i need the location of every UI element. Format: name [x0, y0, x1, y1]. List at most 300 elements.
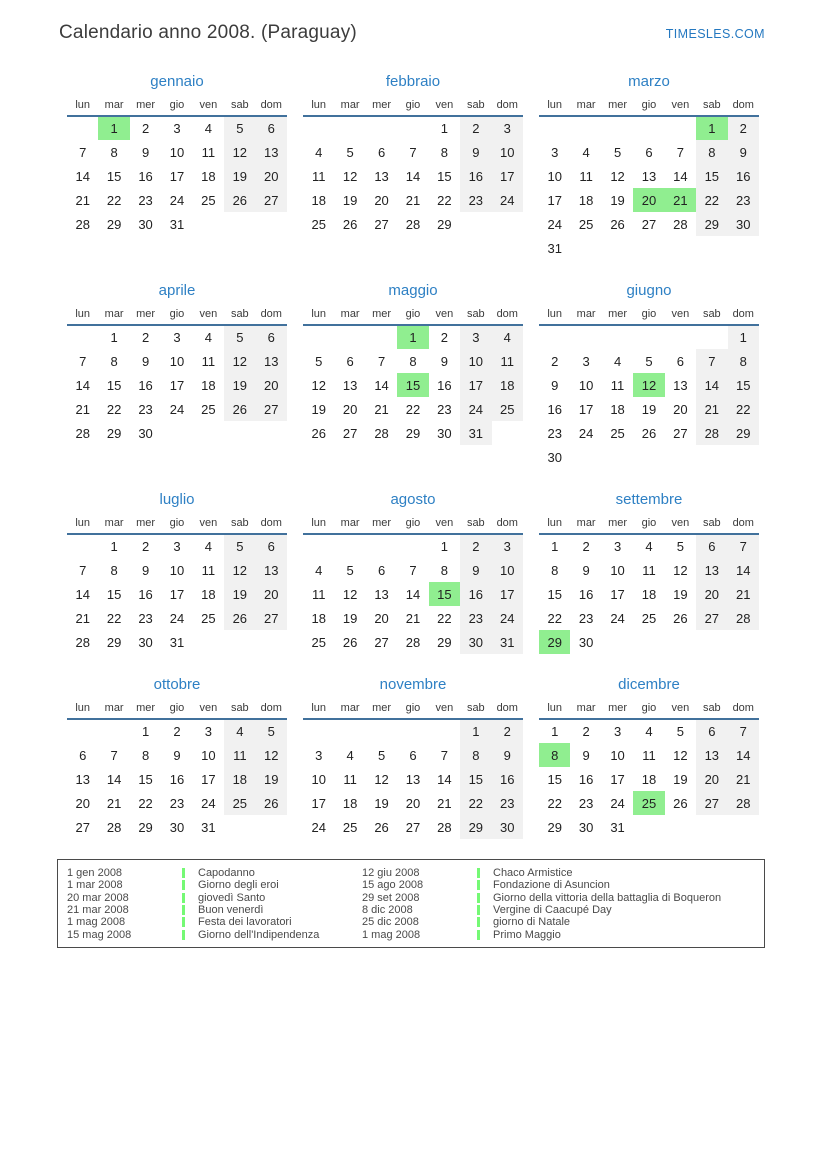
date-cell: 31	[169, 216, 185, 232]
calendar-table	[303, 699, 523, 839]
date-cell: 4	[315, 562, 323, 578]
date-cell: 1	[98, 116, 129, 140]
legend-holiday-name: Fondazione di Asuncion	[493, 879, 610, 892]
date-cell: 30	[578, 819, 594, 835]
date-cell: 8	[141, 747, 150, 763]
date-cell: 10	[547, 168, 562, 184]
date-cell: 23	[138, 192, 153, 208]
date-cell: 6	[409, 747, 417, 763]
date-cell	[633, 325, 664, 349]
weekday-label: lun	[539, 514, 570, 534]
month-title: febbraio	[385, 73, 441, 90]
date-cell: 21	[437, 795, 452, 811]
date-cell: 1	[728, 325, 759, 349]
date-cell: 9	[141, 353, 150, 369]
date-cell: 28	[374, 425, 389, 441]
date-cell: 10	[169, 353, 185, 369]
date-cell: 12	[224, 349, 255, 373]
date-cell: 1	[110, 539, 118, 554]
date-cell: 10	[610, 562, 625, 578]
weekday-label: mer	[130, 96, 161, 116]
date-cell: 21	[696, 397, 727, 421]
weekday-label: mar	[334, 96, 365, 116]
date-cell: 10	[169, 562, 185, 578]
month-block	[303, 282, 523, 469]
date-cell: 27	[342, 425, 358, 441]
week-row	[67, 212, 287, 236]
date-cell: 13	[673, 377, 688, 393]
weekday-label: mer	[366, 514, 397, 534]
date-cell: 3	[613, 539, 622, 554]
date-cell: 9	[582, 747, 590, 763]
month-title: agosto	[390, 491, 436, 508]
date-cell	[570, 445, 601, 469]
date-cell: 20	[405, 795, 421, 811]
month-block	[67, 676, 287, 839]
weekday-label: dom	[256, 514, 287, 534]
date-cell: 14	[437, 771, 452, 787]
date-cell: 18	[578, 192, 594, 208]
date-cell: 25	[633, 791, 664, 815]
date-cell: 27	[374, 634, 389, 650]
date-cell: 5	[613, 144, 622, 160]
date-cell: 14	[106, 771, 122, 787]
page-title: Calendario anno 2008. (Paraguay)	[59, 22, 357, 43]
date-cell: 22	[547, 795, 562, 811]
date-cell: 22	[696, 188, 727, 212]
date-cell: 13	[75, 771, 90, 787]
date-cell	[67, 325, 98, 349]
date-cell: 16	[460, 164, 491, 188]
legend-holiday-name: Primo Maggio	[493, 928, 561, 941]
weekday-label: mar	[570, 305, 601, 325]
date-cell: 2	[141, 121, 150, 136]
date-cell	[397, 116, 428, 140]
weekday-label: sab	[696, 305, 727, 325]
brand-link[interactable]: TIMESLES.COM	[665, 27, 765, 41]
legend-date: 21 mar 2008	[67, 904, 129, 917]
date-cell: 25	[610, 425, 625, 441]
week-row	[67, 606, 287, 630]
date-cell: 24	[547, 216, 562, 232]
date-cell: 30	[547, 449, 562, 465]
weekday-header-row	[67, 699, 287, 719]
date-cell	[397, 719, 428, 743]
date-cell: 5	[224, 534, 255, 558]
date-cell: 6	[79, 747, 87, 763]
date-cell: 27	[696, 791, 727, 815]
date-cell: 2	[141, 539, 150, 554]
date-cell: 29	[547, 819, 562, 835]
date-cell	[366, 325, 397, 349]
calendar-table	[303, 96, 523, 236]
date-cell: 5	[645, 353, 653, 369]
week-row	[539, 630, 759, 654]
date-cell: 1	[460, 719, 491, 743]
date-cell: 13	[342, 377, 358, 393]
date-cell: 3	[551, 144, 559, 160]
week-row	[303, 606, 523, 630]
week-row	[539, 815, 759, 839]
date-cell: 29	[106, 634, 122, 650]
date-cell: 10	[201, 747, 216, 763]
date-cell: 12	[342, 168, 358, 184]
date-cell: 30	[460, 630, 491, 654]
page-header	[59, 22, 765, 44]
date-cell: 25	[578, 216, 594, 232]
date-cell	[728, 815, 759, 839]
legend-date: 8 dic 2008	[362, 904, 413, 917]
date-cell: 24	[169, 610, 185, 626]
week-row	[303, 719, 523, 743]
date-cell: 28	[405, 216, 421, 232]
date-cell: 5	[256, 719, 287, 743]
weekday-label: mer	[602, 699, 633, 719]
date-cell: 27	[673, 425, 688, 441]
date-cell: 29	[728, 421, 759, 445]
date-cell: 17	[492, 164, 523, 188]
weekday-header-row	[303, 699, 523, 719]
date-cell: 18	[311, 192, 326, 208]
week-row	[67, 558, 287, 582]
date-cell: 24	[311, 819, 326, 835]
month-block	[67, 491, 287, 654]
date-cell: 29	[460, 815, 491, 839]
week-row	[303, 630, 523, 654]
date-cell: 30	[138, 216, 153, 232]
date-cell: 22	[460, 791, 491, 815]
date-cell: 29	[696, 212, 727, 236]
weekday-label: mar	[98, 96, 129, 116]
date-cell: 3	[173, 121, 181, 136]
date-cell: 2	[492, 719, 523, 743]
week-row	[303, 767, 523, 791]
date-cell: 10	[460, 349, 491, 373]
date-cell	[256, 212, 287, 236]
legend-column-right	[362, 867, 758, 941]
weekday-header-row	[539, 699, 759, 719]
weekday-header-row	[539, 96, 759, 116]
weekday-label: mer	[602, 305, 633, 325]
legend-entry	[362, 892, 758, 904]
weekday-label: gio	[397, 305, 428, 325]
date-cell	[256, 815, 287, 839]
weekday-label: gio	[633, 96, 664, 116]
date-cell	[602, 445, 633, 469]
date-cell: 14	[728, 743, 759, 767]
weekday-label: sab	[460, 699, 491, 719]
week-row	[539, 606, 759, 630]
week-row	[67, 791, 287, 815]
date-cell	[728, 445, 759, 469]
date-cell: 6	[377, 562, 386, 578]
date-cell: 10	[578, 377, 594, 393]
date-cell: 24	[201, 795, 216, 811]
holiday-marker-icon	[182, 893, 185, 903]
calendar-table	[539, 699, 759, 839]
weekday-label: sab	[460, 96, 491, 116]
date-cell	[397, 534, 428, 558]
weekday-header-row	[303, 514, 523, 534]
date-cell: 14	[405, 168, 421, 184]
holiday-legend	[57, 859, 765, 948]
month-title: dicembre	[618, 676, 680, 693]
date-cell: 4	[204, 330, 213, 345]
weekday-label: lun	[303, 514, 334, 534]
date-cell: 17	[169, 586, 185, 602]
date-cell: 23	[437, 401, 452, 417]
date-cell: 12	[256, 743, 287, 767]
week-row	[539, 164, 759, 188]
holiday-marker-icon	[182, 880, 185, 890]
date-cell: 9	[141, 562, 150, 578]
legend-date: 15 ago 2008	[362, 879, 424, 892]
date-cell: 23	[460, 606, 491, 630]
date-cell: 20	[256, 373, 287, 397]
holiday-marker-icon	[182, 905, 185, 915]
date-cell: 10	[492, 558, 523, 582]
week-row	[539, 719, 759, 743]
date-cell: 7	[79, 353, 87, 369]
date-cell	[696, 236, 727, 260]
date-cell: 9	[460, 558, 491, 582]
week-row	[539, 421, 759, 445]
weekday-label: ven	[665, 96, 696, 116]
date-cell: 16	[578, 771, 594, 787]
weekday-label: mer	[602, 514, 633, 534]
date-cell: 31	[610, 819, 625, 835]
date-cell: 17	[547, 192, 562, 208]
holiday-marker-icon	[477, 880, 480, 890]
date-cell: 15	[106, 586, 122, 602]
date-cell: 6	[696, 534, 727, 558]
holiday-marker-icon	[182, 868, 185, 878]
date-cell: 1	[110, 330, 118, 345]
date-cell: 29	[437, 216, 452, 232]
weekday-header-row	[303, 305, 523, 325]
legend-holiday-name: Vergine di Caacupé Day	[493, 904, 612, 917]
date-cell	[633, 630, 664, 654]
date-cell	[334, 719, 365, 743]
date-cell: 29	[106, 216, 122, 232]
date-cell: 13	[256, 349, 287, 373]
date-cell	[570, 116, 601, 140]
legend-holiday-name: giovedì Santo	[198, 891, 266, 904]
weekday-header-row	[303, 96, 523, 116]
month-block	[539, 73, 759, 260]
weekday-label: gio	[633, 699, 664, 719]
date-cell: 21	[374, 401, 389, 417]
weekday-label: sab	[460, 305, 491, 325]
date-cell: 5	[676, 539, 685, 554]
date-cell	[665, 445, 696, 469]
date-cell: 31	[547, 240, 562, 256]
week-row	[67, 164, 287, 188]
date-cell: 5	[346, 144, 354, 160]
weekday-label: lun	[303, 96, 334, 116]
date-cell: 17	[201, 771, 216, 787]
date-cell	[492, 212, 523, 236]
date-cell: 25	[311, 634, 326, 650]
weekday-label: dom	[492, 305, 523, 325]
date-cell	[539, 325, 570, 349]
date-cell: 15	[696, 164, 727, 188]
date-cell	[696, 445, 727, 469]
calendar-table	[539, 96, 759, 260]
date-cell: 16	[169, 771, 185, 787]
month-title: ottobre	[153, 676, 201, 693]
date-cell: 1	[440, 121, 449, 136]
legend-entry	[67, 904, 362, 916]
date-cell: 18	[201, 586, 216, 602]
date-cell: 19	[342, 610, 358, 626]
date-cell: 18	[492, 373, 523, 397]
week-row	[303, 397, 523, 421]
date-cell: 9	[460, 140, 491, 164]
date-cell: 25	[201, 192, 216, 208]
date-cell: 20	[342, 401, 358, 417]
month-block	[67, 282, 287, 469]
date-cell: 1	[141, 724, 150, 739]
date-cell: 24	[578, 425, 594, 441]
date-cell: 12	[224, 140, 255, 164]
week-row	[303, 349, 523, 373]
date-cell: 21	[75, 401, 90, 417]
date-cell: 28	[75, 634, 90, 650]
date-cell: 18	[641, 771, 657, 787]
holiday-marker-icon	[477, 905, 480, 915]
date-cell: 25	[342, 819, 358, 835]
date-cell: 1	[440, 539, 449, 554]
date-cell	[570, 236, 601, 260]
date-cell: 29	[539, 630, 570, 654]
weekday-label: mer	[602, 96, 633, 116]
date-cell: 30	[138, 425, 153, 441]
date-cell: 11	[492, 349, 523, 373]
date-cell	[665, 236, 696, 260]
date-cell: 23	[578, 610, 594, 626]
date-cell: 1	[397, 325, 428, 349]
weekday-label: sab	[696, 699, 727, 719]
legend-date: 25 dic 2008	[362, 916, 419, 929]
weekday-header-row	[67, 514, 287, 534]
date-cell: 8	[728, 349, 759, 373]
date-cell: 30	[138, 634, 153, 650]
date-cell: 22	[106, 401, 122, 417]
date-cell: 12	[224, 558, 255, 582]
date-cell: 26	[374, 819, 389, 835]
weekday-label: dom	[728, 305, 759, 325]
date-cell: 9	[141, 144, 150, 160]
weekday-label: mar	[570, 514, 601, 534]
date-cell	[366, 116, 397, 140]
date-cell: 17	[492, 582, 523, 606]
weekday-label: sab	[224, 699, 255, 719]
date-cell: 19	[224, 373, 255, 397]
week-row	[303, 791, 523, 815]
date-cell: 20	[75, 795, 90, 811]
date-cell	[193, 212, 224, 236]
date-cell: 22	[437, 192, 452, 208]
date-cell	[334, 116, 365, 140]
date-cell: 12	[610, 168, 625, 184]
date-cell: 28	[728, 791, 759, 815]
date-cell: 7	[110, 747, 118, 763]
date-cell: 26	[673, 610, 688, 626]
date-cell: 2	[728, 116, 759, 140]
date-cell: 11	[610, 377, 625, 393]
calendar-table	[67, 699, 287, 839]
date-cell: 2	[460, 116, 491, 140]
weekday-label: mar	[334, 305, 365, 325]
date-cell: 25	[224, 791, 255, 815]
date-cell: 3	[173, 539, 181, 554]
calendar-table	[67, 305, 287, 445]
weekday-label: ven	[665, 514, 696, 534]
date-cell: 6	[696, 719, 727, 743]
date-cell	[665, 116, 696, 140]
date-cell: 6	[676, 353, 685, 369]
month-block	[539, 282, 759, 469]
date-cell	[602, 325, 633, 349]
legend-entry	[362, 904, 758, 916]
date-cell: 17	[169, 168, 185, 184]
week-row	[67, 397, 287, 421]
week-row	[67, 421, 287, 445]
date-cell: 11	[201, 562, 216, 578]
date-cell: 22	[405, 401, 421, 417]
date-cell: 1	[551, 539, 559, 554]
date-cell: 20	[673, 401, 688, 417]
date-cell: 24	[492, 606, 523, 630]
date-cell: 6	[346, 353, 354, 369]
weekday-label: lun	[539, 699, 570, 719]
date-cell: 21	[405, 192, 421, 208]
week-row	[67, 767, 287, 791]
legend-holiday-name: Festa dei lavoratori	[198, 916, 292, 929]
weekday-label: lun	[539, 305, 570, 325]
month-title: marzo	[628, 73, 670, 90]
date-cell: 4	[645, 539, 653, 554]
date-cell	[696, 325, 727, 349]
weekday-label: gio	[397, 699, 428, 719]
date-cell: 15	[397, 373, 428, 397]
week-row	[539, 445, 759, 469]
date-cell: 19	[256, 767, 287, 791]
date-cell: 23	[138, 610, 153, 626]
date-cell: 27	[256, 606, 287, 630]
date-cell: 8	[110, 144, 118, 160]
legend-entry	[67, 916, 362, 928]
holiday-marker-icon	[477, 930, 480, 940]
holiday-marker-icon	[477, 917, 480, 927]
date-cell: 11	[201, 144, 216, 160]
date-cell: 9	[440, 353, 449, 369]
date-cell: 16	[138, 586, 153, 602]
date-cell: 15	[138, 771, 153, 787]
date-cell: 3	[492, 534, 523, 558]
date-cell: 19	[342, 192, 358, 208]
legend-holiday-name: Buon venerdì	[198, 904, 264, 917]
date-cell: 16	[492, 767, 523, 791]
weekday-label: mer	[130, 514, 161, 534]
date-cell	[539, 116, 570, 140]
date-cell: 11	[201, 353, 216, 369]
date-cell: 20	[256, 164, 287, 188]
date-cell: 17	[610, 771, 625, 787]
weekday-label: gio	[161, 305, 192, 325]
month-title: maggio	[388, 282, 438, 299]
